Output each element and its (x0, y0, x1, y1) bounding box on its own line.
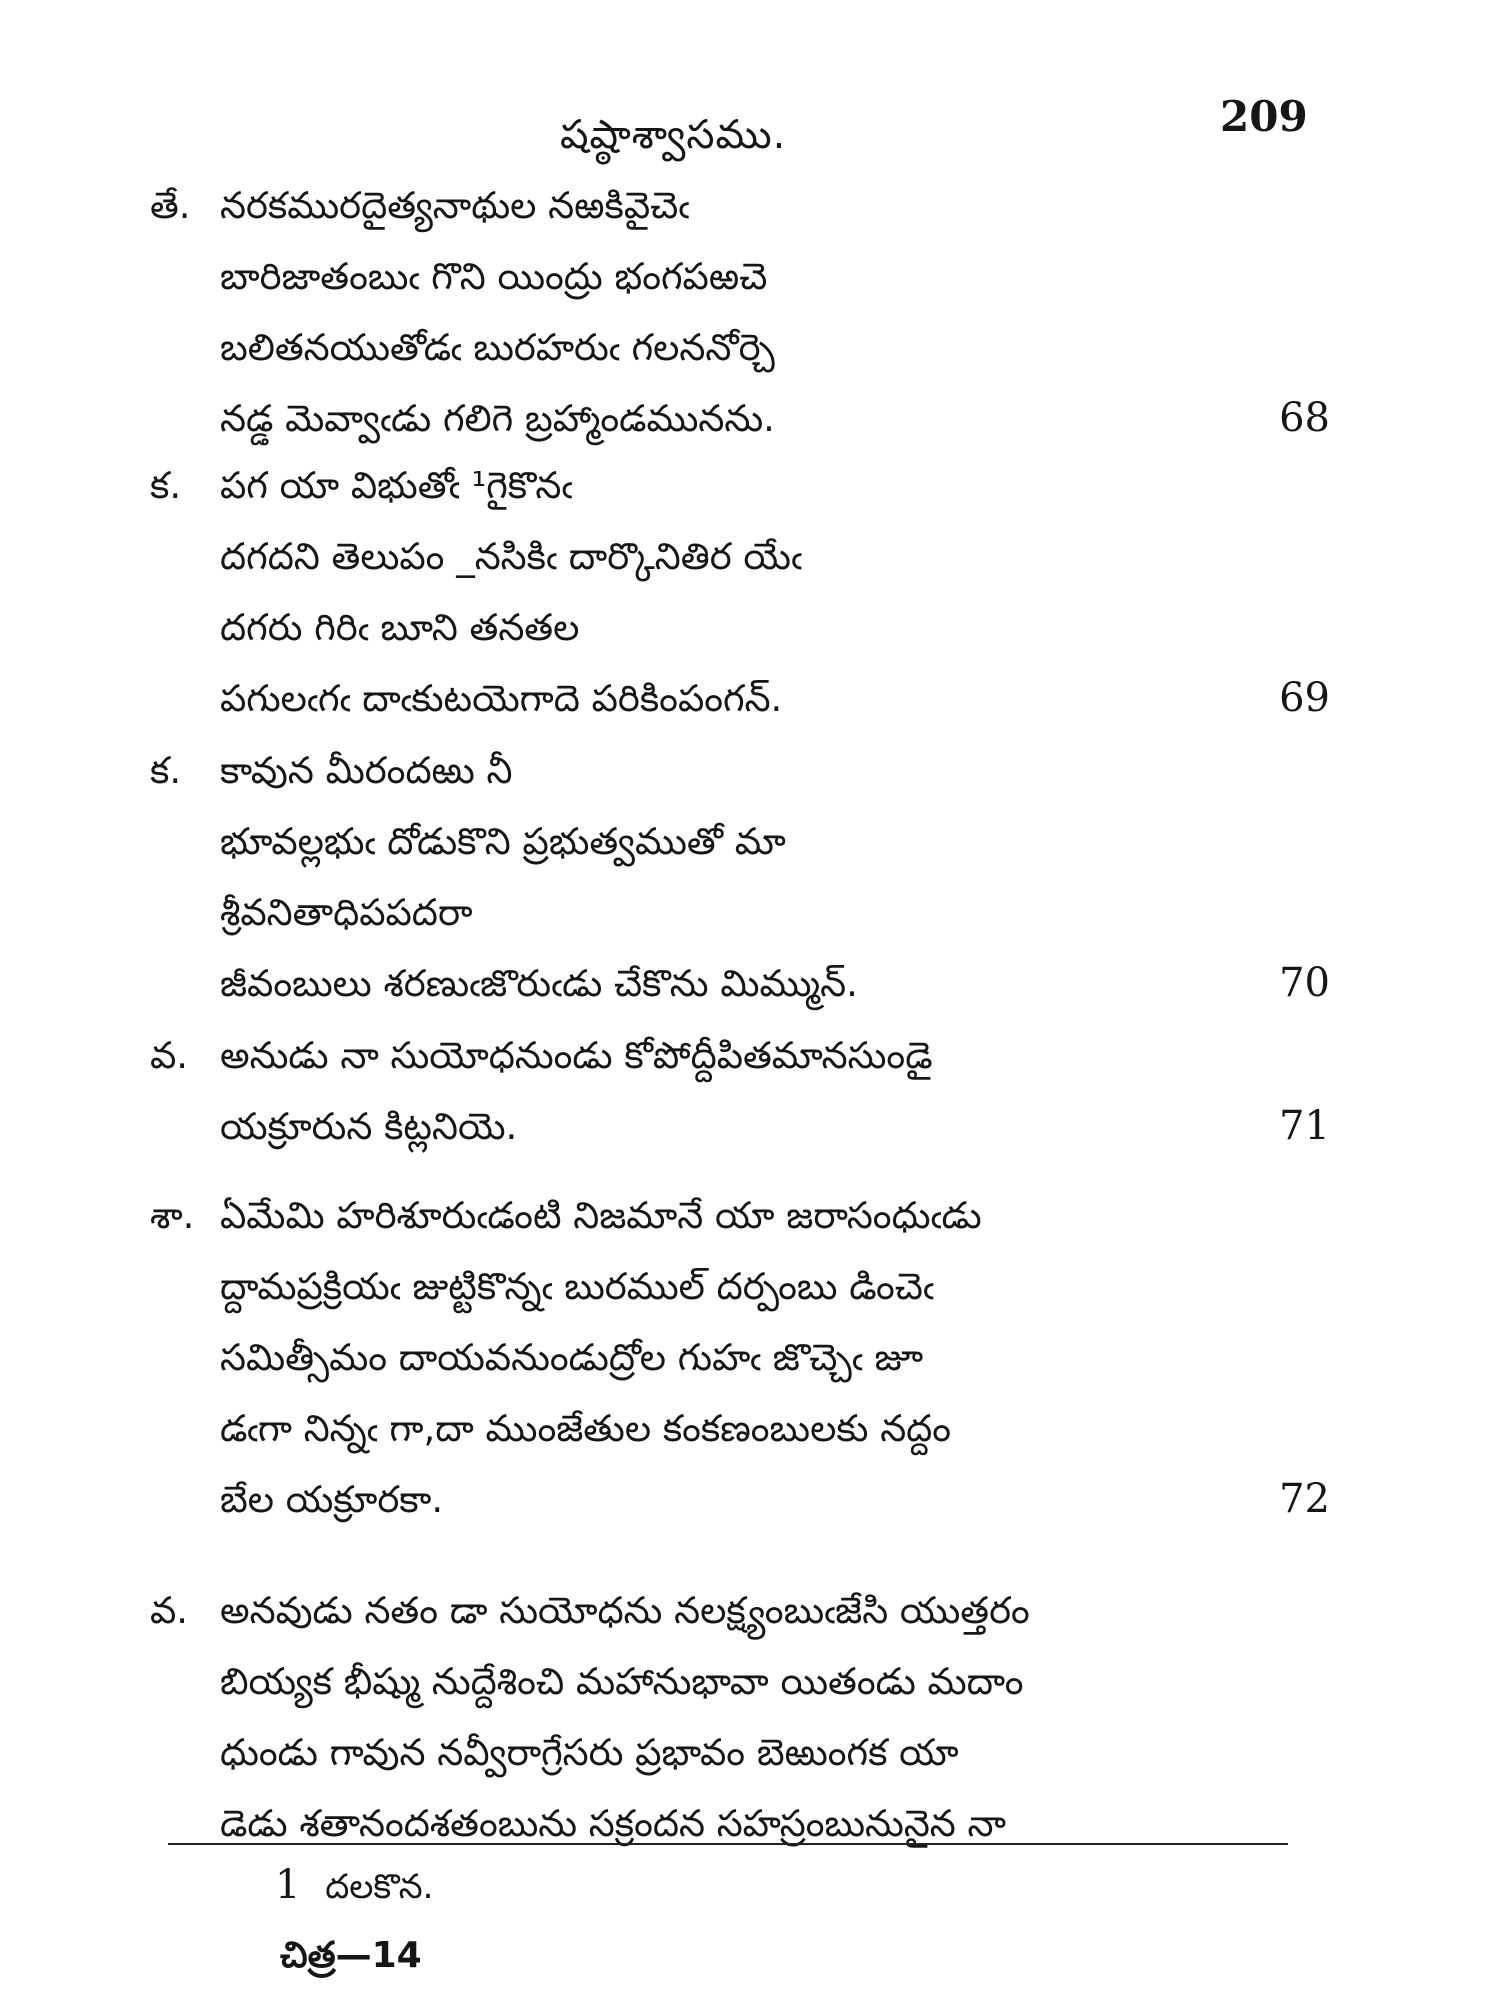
verse-text: దగదని తెలుపం _నసికిఁ దార్కొనితిర యేఁ (220, 535, 803, 578)
verse-line (150, 1788, 1330, 1859)
verse-line (150, 521, 1330, 592)
verse-line (150, 1575, 1330, 1646)
verse-text: బలితనయుతోడఁ బురహరుఁ గలననోర్చె (220, 326, 775, 369)
verse-text: శ్రీవనితాధిపపదరా (220, 891, 473, 934)
verse-line (150, 1717, 1330, 1788)
meter-label: తే. (150, 184, 191, 227)
verse-71 (150, 1020, 1330, 1162)
verse-number: 68 (1279, 395, 1330, 441)
meter-label: శా. (150, 1194, 195, 1237)
verse-line (150, 806, 1330, 877)
verse-text: డఁగా నిన్నఁ గా,దా ముంజేతుల కంకణంబులకు నద్దం (220, 1407, 952, 1450)
verse-line (150, 383, 1330, 454)
verse-line (150, 592, 1330, 663)
verse-text: అనుడు నా సుయోధనుండు కోపోద్దీపితమానసుండై (220, 1034, 933, 1077)
prose-passage (150, 1575, 1330, 1859)
verse-text: పగులఁగఁ దాఁకుటయెగాదె పరికింపంగన్. (220, 677, 783, 720)
verse-line (150, 1464, 1330, 1535)
meter-label: వ. (150, 1034, 189, 1077)
verse-text: ద్దామప్రక్రియఁ జుట్టికొన్నఁ బురముల్ దర్పంబు డించెఁ (220, 1265, 934, 1308)
verse-line (150, 1091, 1330, 1162)
verse-text: యక్రూరున కిట్లనియె. (220, 1105, 518, 1148)
verse-text: బారిజాతంబుఁ గొని యింద్రు భంగపఱచె (220, 255, 768, 298)
verse-number: 72 (1279, 1476, 1330, 1522)
verse-line (150, 1646, 1330, 1717)
verse-line (150, 1322, 1330, 1393)
meter-label: క. (150, 749, 182, 792)
footnote-mark: 1 (275, 1862, 301, 1908)
verse-line (150, 1393, 1330, 1464)
verse-text: భూవల్లభుఁ దోడుకొని ప్రభుత్వముతో మా (220, 820, 786, 863)
verse-number: 71 (1279, 1103, 1330, 1149)
verse-text: డెడు శతానందశతంబును సక్రందన సహస్రంబునునైన నా (220, 1802, 1006, 1845)
verse-number: 69 (1279, 675, 1330, 721)
verse-line (150, 450, 1330, 521)
verse-number: 70 (1279, 960, 1330, 1006)
footnote-rule (168, 1843, 1288, 1845)
verse-line (150, 663, 1330, 734)
verse-text: జీవంబులు శరణుఁజొరుఁడు చేకొను మిమ్మున్. (220, 962, 858, 1005)
meter-label: వ. (150, 1589, 189, 1632)
verse-text: ఏమేమి హరిశూరుఁడంటి నిజమానే యా జరాసంధుఁడు (220, 1194, 982, 1237)
verse-text: నడ్డ మెవ్వాఁడు గలిగె బ్రహ్మాండమునను. (220, 397, 775, 440)
verse-text: సమిత్సీమం దాయవనుండుద్రోల గుహఁ జొచ్చెఁ జూ (220, 1336, 924, 1379)
verse-text: కావున మీరందఱు నీ (220, 749, 513, 792)
running-head: షష్ఠాశ్వాసము. (560, 112, 787, 158)
verse-text: దగరు గిరిఁ బూని తనతల (220, 606, 580, 649)
verse-70 (150, 735, 1330, 1019)
meter-label: క. (150, 464, 182, 507)
verse-line (150, 312, 1330, 383)
verse-text: బేల యక్రూరకా. (220, 1478, 444, 1521)
verse-line (150, 735, 1330, 806)
verse-line (150, 1180, 1330, 1251)
verse-text: బియ్యక భీష్ము నుద్దేశించి మహానుభావా యితండు మదాం (220, 1660, 1024, 1703)
verse-line (150, 948, 1330, 1019)
verse-text: అనవుడు నతం డా సుయోధను నలక్ష్యంబుఁజేసి యుత్తరం (220, 1589, 1030, 1632)
footnote-text: దలకొన. (325, 1867, 434, 1907)
footnote (275, 1862, 433, 1915)
verse-line (150, 877, 1330, 948)
verse-line (150, 170, 1330, 241)
verse-line (150, 1251, 1330, 1322)
verse-line (150, 241, 1330, 312)
page-number: 209 (1220, 92, 1308, 141)
signature-mark: చిత్ర—14 (280, 1935, 422, 1976)
verse-68 (150, 170, 1330, 454)
verse-72 (150, 1180, 1330, 1535)
verse-line (150, 1020, 1330, 1091)
verse-text: పగ యా విభుతోఁ ¹గైకొనఁ (220, 464, 573, 507)
verse-69 (150, 450, 1330, 734)
verse-text: నరకమురదైత్యనాథుల నఱకివైచెఁ (220, 184, 690, 227)
verse-text: ధుండు గావున నవ్వీరాగ్రేసరు ప్రభావం బెఱుంగక యా (220, 1731, 959, 1774)
